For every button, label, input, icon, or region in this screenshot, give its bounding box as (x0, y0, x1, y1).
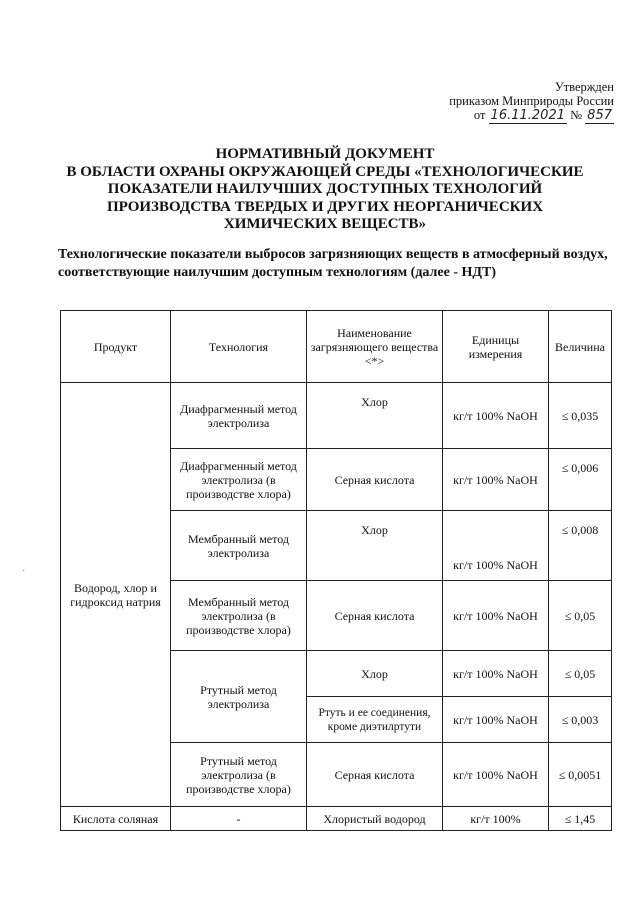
title-line: ПРОИЗВОДСТВА ТВЕРДЫХ И ДРУГИХ НЕОРГАНИЧЕСКИХ (106, 198, 544, 215)
header-product: Продукт (61, 311, 171, 383)
date-prefix: от (473, 108, 486, 122)
header-units: Единицы измерения (443, 311, 549, 383)
number-prefix: № (570, 108, 583, 122)
header-value: Величина (549, 311, 612, 383)
units-cell: кг/т 100% NaOH (443, 511, 549, 581)
value-cell: ≤ 0,05 (549, 581, 612, 651)
indicators-table (60, 310, 612, 831)
substance-cell: Хлор (307, 511, 443, 581)
technology-cell: Мембранный метод электролиза (171, 511, 307, 581)
value-cell: ≤ 0,0051 (549, 743, 612, 807)
value-cell: ≤ 0,05 (549, 651, 612, 697)
substance-cell: Серная кислота (307, 743, 443, 807)
title-line: В ОБЛАСТИ ОХРАНЫ ОКРУЖАЮЩЕЙ СРЕДЫ «ТЕХНОЛОГИЧЕСКИЕ (66, 163, 584, 180)
table-header-row (61, 311, 612, 383)
substance-cell: Хлор (307, 651, 443, 697)
title-line: ХИМИЧЕСКИХ ВЕЩЕСТВ» (223, 216, 427, 232)
technology-cell: Мембранный метод электролиза (в производстве хлора) (171, 581, 307, 651)
title-line: ПОКАЗАТЕЛИ НАИЛУЧШИХ ДОСТУПНЫХ ТЕХНОЛОГИЙ (107, 181, 543, 197)
technology-cell: Диафрагменный метод электролиза (в производстве хлора) (171, 449, 307, 511)
units-cell: кг/т 100% NaOH (443, 383, 549, 449)
header-technology: Технология (171, 311, 307, 383)
approval-line-approved: Утвержден (554, 80, 614, 94)
units-cell: кг/т 100% NaOH (443, 449, 549, 511)
substance-cell: Серная кислота (307, 449, 443, 511)
value-cell: ≤ 0,003 (549, 697, 612, 743)
units-cell: кг/т 100% NaOH (443, 743, 549, 807)
substance-cell: Серная кислота (307, 581, 443, 651)
substance-cell: Хлор (307, 383, 443, 449)
units-cell: кг/т 100% (443, 807, 549, 831)
value-cell: ≤ 1,45 (549, 807, 612, 831)
header-substance: Наименование загрязняющего вещества <*> (307, 311, 443, 383)
table-row (61, 807, 612, 831)
approval-line-order: приказом Минприроды России (449, 94, 614, 108)
approval-date-number (449, 108, 614, 123)
approval-block (449, 80, 614, 123)
units-cell: кг/т 100% NaOH (443, 697, 549, 743)
handwritten-date: 16.11.2021 (490, 108, 565, 123)
units-cell: кг/т 100% NaOH (443, 651, 549, 697)
technology-cell: - (171, 807, 307, 831)
value-cell: ≤ 0,035 (549, 383, 612, 449)
margin-mark: · (22, 566, 26, 577)
section-subtitle: Технологические показатели выбросов загрязняющих веществ в атмосферный воздух, соответствующие наилучшим доступным технологиям (далее - НДТ) (58, 247, 608, 280)
handwritten-number: 857 (587, 108, 612, 123)
table-row (61, 383, 612, 449)
technology-cell: Диафрагменный метод электролиза (171, 383, 307, 449)
document-title (60, 146, 590, 234)
product-group-cell: Водород, хлор и гидроксид натрия (61, 383, 171, 807)
value-cell: ≤ 0,008 (549, 511, 612, 581)
substance-cell: Хлористый водород (307, 807, 443, 831)
units-cell: кг/т 100% NaOH (443, 581, 549, 651)
title-line: НОРМАТИВНЫЙ ДОКУМЕНТ (215, 146, 435, 162)
technology-cell: Ртутный метод электролиза (171, 651, 307, 743)
value-cell: ≤ 0,006 (549, 449, 612, 511)
product-cell: Кислота соляная (61, 807, 171, 831)
substance-cell: Ртуть и ее соединения, кроме диэтилртути (307, 697, 443, 743)
technology-cell: Ртутный метод электролиза (в производстве хлора) (171, 743, 307, 807)
